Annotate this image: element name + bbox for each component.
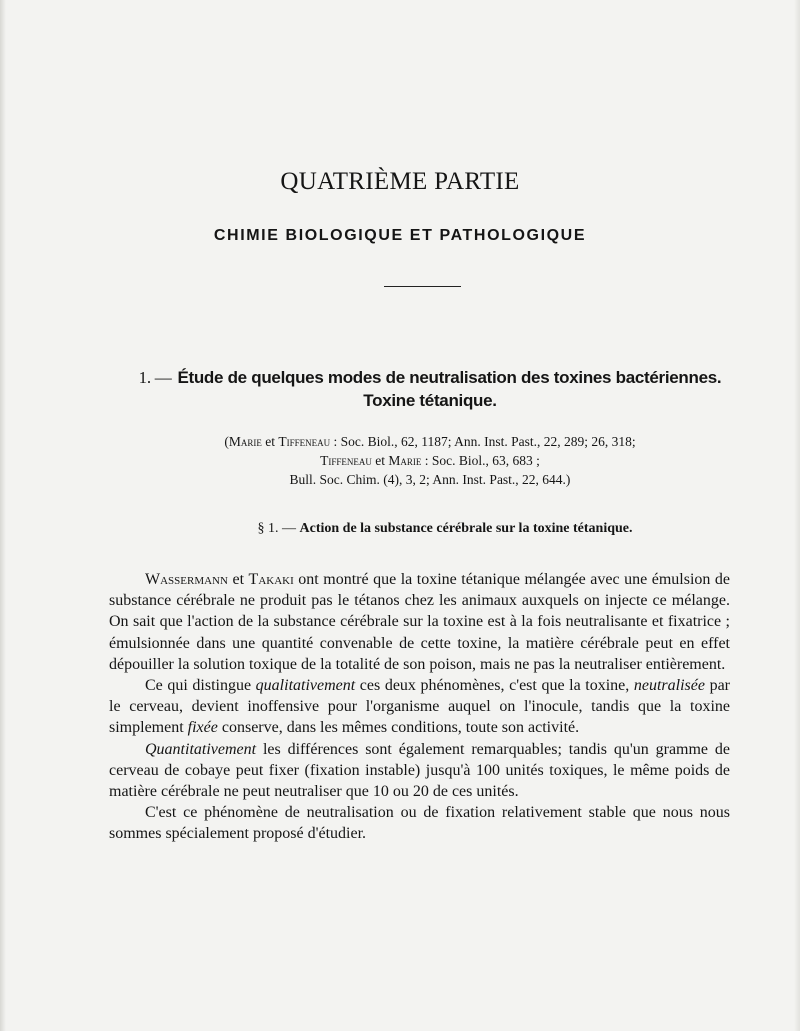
reference-line-3: Bull. Soc. Chim. (4), 3, 2; Ann. Inst. Past., 22, 644.) bbox=[289, 472, 571, 487]
chapter-number: 1. — bbox=[138, 368, 172, 387]
subsection-title: Action de la substance cérébrale sur la toxine tétanique. bbox=[299, 521, 633, 536]
paragraph-1: Wassermann et Takaki ont montré que la toxine tétanique mélangée avec une émulsion de substance cérébrale ne produit pas le tétanos chez les animaux auxquels on injecte ce mélange. On sait que l'action de la substance cérébrale sur la toxine est à la fois neutralisante et fixatrice ; émulsionnée dans une quantité convenable de cette toxine, la matière cérébrale peut en effet dépouiller la solution toxique de la totalité de son poison, mais ne pas la neutraliser entièrement. bbox=[109, 571, 731, 673]
author-name: Tiffeneau bbox=[320, 453, 372, 468]
paragraph-3: Quantitativement les différences sont également remarquables; tandis qu'un gramme de cerveau de cobaye peut fixer (fixation instable) jusqu'à 100 unités toxiques, le même poids de matière cérébrale ne peut neutraliser que 10 ou 20 de ces unités. bbox=[109, 740, 730, 801]
chapter-title-line2: Toxine tétanique. bbox=[363, 391, 497, 410]
body-text bbox=[109, 569, 730, 845]
author-name: Tiffeneau bbox=[278, 434, 331, 449]
author-name: Takaki bbox=[248, 571, 294, 588]
scan-edge-right bbox=[794, 0, 800, 1031]
scan-edge-left bbox=[0, 0, 6, 1031]
chapter-title bbox=[120, 366, 740, 412]
part-title: QUATRIÈME PARTIE bbox=[280, 168, 520, 195]
reference-line-1: (Marie et Tiffeneau : Soc. Biol., 62, 1187; Ann. Inst. Past., 22, 289; 26, 318; bbox=[224, 434, 636, 449]
author-name: Marie bbox=[228, 434, 262, 449]
paragraph-2: Ce qui distingue qualitativement ces deux phénomènes, c'est que la toxine, neutralisée par le cerveau, devient inoffensive pour l'organisme auquel on l'inocule, tandis que la toxine simplement fixée conserve, dans les mêmes conditions, toute son activité. bbox=[109, 677, 730, 737]
divider-rule bbox=[384, 286, 461, 287]
reference-line-2: Tiffeneau et Marie : Soc. Biol., 63, 683 ; bbox=[320, 453, 540, 468]
references bbox=[140, 432, 720, 489]
section-title: CHIMIE BIOLOGIQUE ET PATHOLOGIQUE bbox=[213, 227, 587, 244]
paragraph-4: C'est ce phénomène de neutralisation ou de fixation relativement stable que nous nous sommes spécialement proposé d'étudier. bbox=[109, 804, 730, 843]
subsection-label: § 1. — bbox=[257, 521, 296, 536]
author-name: Wassermann bbox=[145, 571, 228, 588]
author-name: Marie bbox=[388, 453, 422, 468]
subsection-heading bbox=[150, 521, 740, 537]
chapter-title-line1: Étude de quelques modes de neutralisation des toxines bactériennes. bbox=[177, 368, 722, 387]
